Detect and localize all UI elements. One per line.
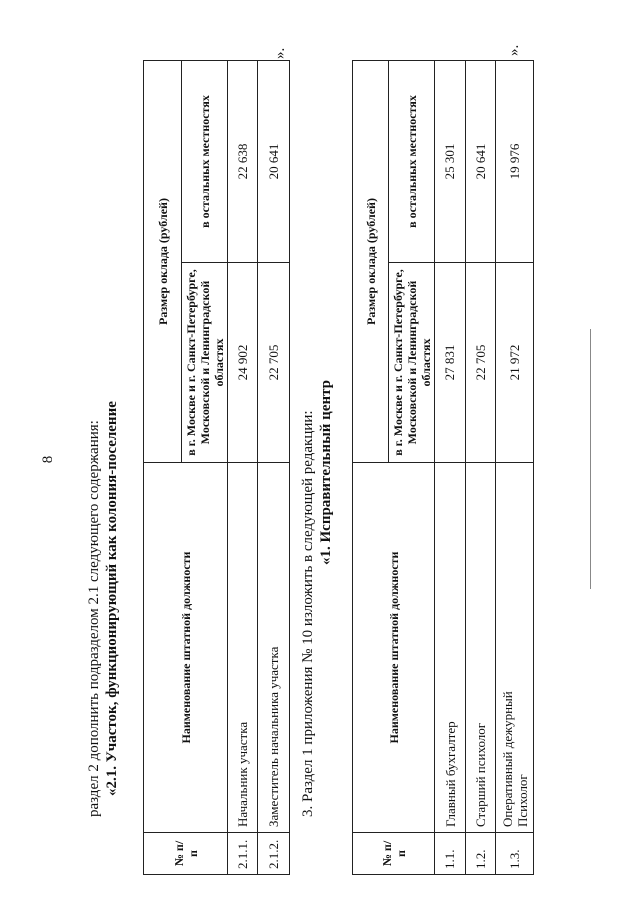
position-name-text: Оперативный дежурный Психолог: [499, 691, 530, 827]
row-number: 2.1.2.: [258, 833, 290, 875]
salary-moscow: 22 705: [466, 263, 496, 463]
intro-paragraph: раздел 2 дополнить подразделом 2.1 следующего содержания:: [86, 420, 102, 817]
signature-divider-line: [590, 329, 591, 589]
column-header-salary-group: Размер оклада (рублей): [144, 61, 182, 463]
salary-table-section-2-1: [143, 60, 290, 875]
salary-moscow: 27 831: [435, 263, 466, 463]
point-3-paragraph: 3. Раздел 1 приложения № 10 изложить в следующей редакции:: [300, 410, 316, 817]
salary-other: 20 641: [466, 61, 496, 263]
column-header-number: № п/п: [144, 833, 228, 875]
closing-quote-section-1: ».: [272, 47, 288, 59]
table-row: [466, 61, 496, 875]
salary-table-section-1: [352, 60, 534, 875]
salary-other: 25 301: [435, 61, 466, 263]
salary-other: 22 638: [228, 61, 258, 263]
table-row: [496, 61, 534, 875]
closing-quote-section-2: ».: [506, 44, 522, 56]
row-number: 1.3.: [496, 833, 534, 875]
column-header-moscow: в г. Москве и г. Санкт-Петербурге, Московской и Ленинградской областях: [182, 263, 228, 463]
row-number: 2.1.1.: [228, 833, 258, 875]
position-name: Начальник участка: [228, 463, 258, 833]
salary-other: 19 976: [496, 61, 534, 263]
column-header-position: Наименование штатной должности: [144, 463, 228, 833]
column-header-moscow: в г. Москве и г. Санкт-Петербурге, Московской и Ленинградской областях: [389, 263, 435, 463]
position-name: [496, 463, 534, 833]
salary-moscow: 22 705: [258, 263, 290, 463]
table-row: [228, 61, 258, 875]
section-heading-1: «1. Исправительный центр: [318, 379, 334, 565]
table-row: [258, 61, 290, 875]
row-number: 1.2.: [466, 833, 496, 875]
position-name: Заместитель начальника участка: [258, 463, 290, 833]
table-row: [435, 61, 466, 875]
row-number: 1.1.: [435, 833, 466, 875]
column-header-number: № п/п: [353, 833, 435, 875]
column-header-salary-group: Размер оклада (рублей): [353, 61, 389, 463]
salary-moscow: 21 972: [496, 263, 534, 463]
section-heading-2-1: «2.1. Участок, функционирующий как колония-поселение: [104, 401, 120, 796]
page-number: 8: [40, 455, 56, 464]
position-name: Главный бухгалтер: [435, 463, 466, 833]
position-name: Старший психолог: [466, 463, 496, 833]
column-header-position: Наименование штатной должности: [353, 463, 435, 833]
column-header-other: в остальных местностях: [389, 61, 435, 263]
salary-other: 20 641: [258, 61, 290, 263]
column-header-other: в остальных местностях: [182, 61, 228, 263]
salary-moscow: 24 902: [228, 263, 258, 463]
